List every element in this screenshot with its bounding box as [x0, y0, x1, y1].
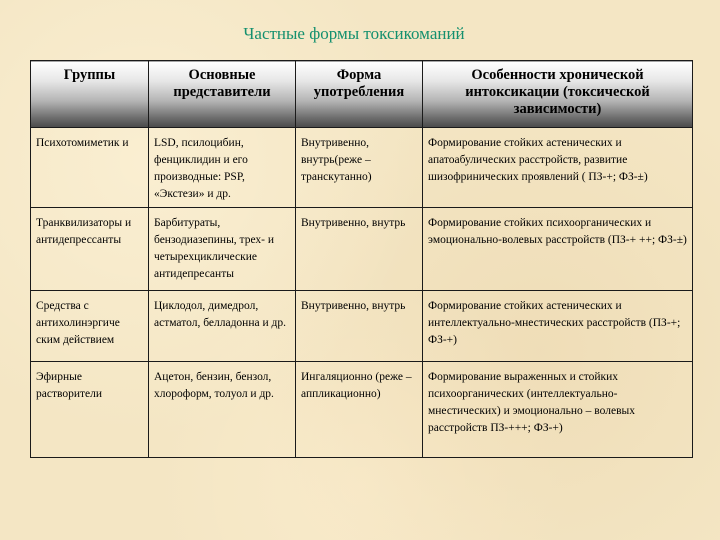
table-row [31, 291, 693, 362]
table-row [31, 208, 693, 291]
header-usage-form: Форма употребления [296, 61, 423, 128]
table-cell: Барбитураты, бензодиазепины, трех- и четырехциклические антидепресанты [149, 208, 296, 291]
table-cell: Формирование стойких астенических и интеллектуально-мнестических расстройств (ПЗ-+; ФЗ-+) [423, 291, 693, 362]
toxicomania-table [30, 60, 693, 458]
table-cell: Формирование стойких психоорганических и эмоционально-волевых расстройств (ПЗ-+ ++; ФЗ-±) [423, 208, 693, 291]
table-cell: Внутривенно, внутрь [296, 291, 423, 362]
table-cell: Внутривенно, внутрь [296, 208, 423, 291]
table-row [31, 362, 693, 458]
header-intoxication-features: Особенности хронической интоксикации (токсической зависимости) [423, 61, 693, 128]
table-cell: Формирование выраженных и стойких психоорганических (интеллектуально-мнестических) и эмоционально – волевых расстройств ПЗ-+++; ФЗ-+) [423, 362, 693, 458]
table-cell: Внутривенно, внутрь(реже – транскутанно) [296, 128, 423, 208]
table-cell: Циклодол, димедрол, астматол, белладонна и др. [149, 291, 296, 362]
header-representatives: Основные представители [149, 61, 296, 128]
table-header-row [31, 61, 693, 128]
table-cell: Формирование стойких астенических и апатоабулических расстройств, развитие шизофринических проявлений ( ПЗ-+; ФЗ-±) [423, 128, 693, 208]
table-cell: Ингаляционно (реже – аппликационно) [296, 362, 423, 458]
table-cell: Психотомиметик и [31, 128, 149, 208]
table-cell: Транквилизаторы и антидепрессанты [31, 208, 149, 291]
header-groups: Группы [31, 61, 149, 128]
table-cell: LSD, псилоцибин, фенциклидин и его производные: PSP, «Экстези» и др. [149, 128, 296, 208]
table-cell: Ацетон, бензин, бензол, хлороформ, толуол и др. [149, 362, 296, 458]
table-cell: Эфирные растворители [31, 362, 149, 458]
table-row [31, 128, 693, 208]
table-cell: Средства с антихолинэргиче ским действием [31, 291, 149, 362]
slide-title: Частные формы токсикоманий [243, 24, 465, 43]
